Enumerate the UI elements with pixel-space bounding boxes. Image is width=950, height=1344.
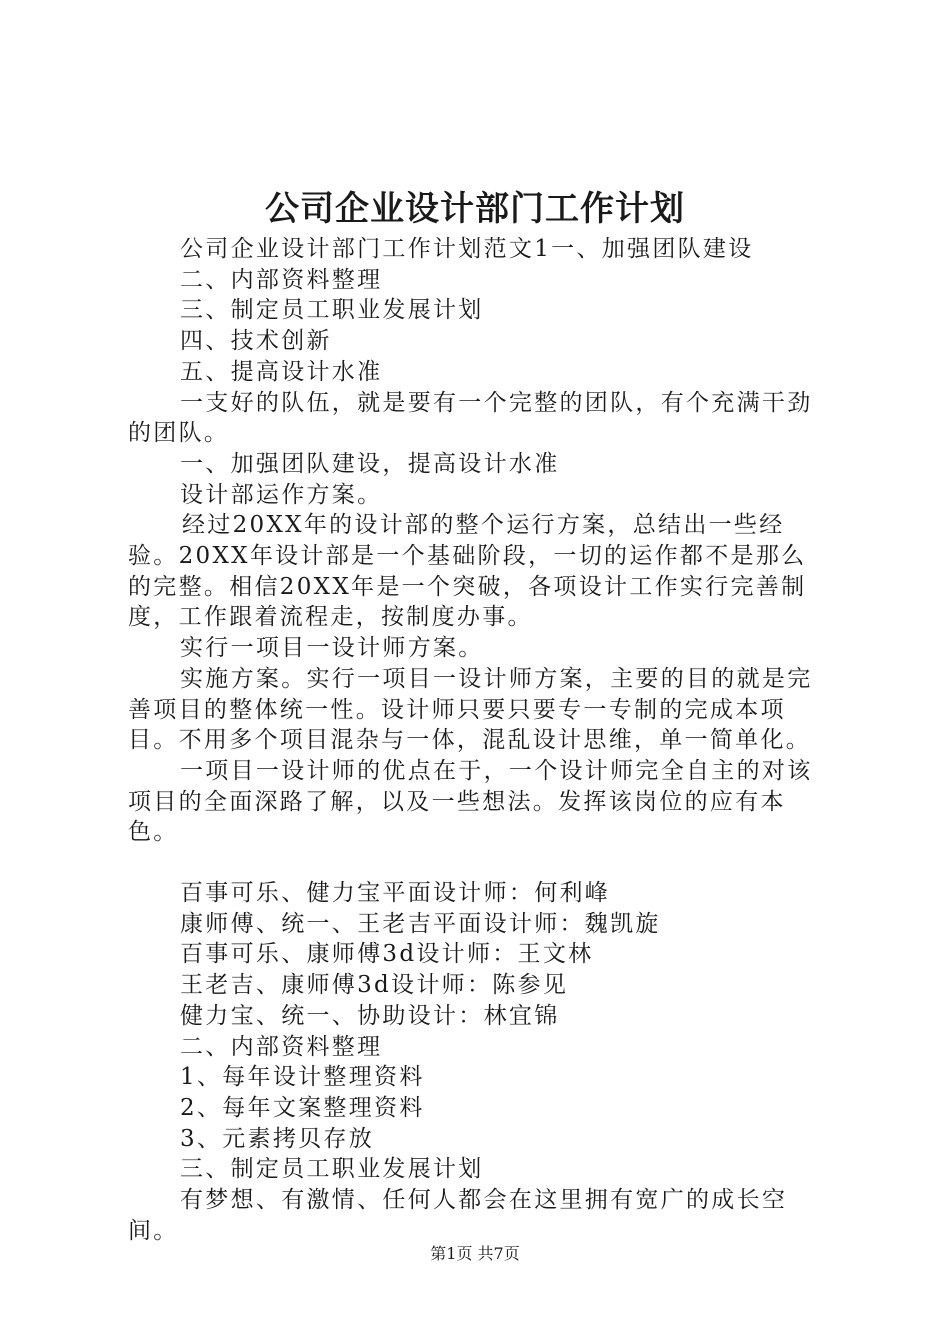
paragraph: 健力宝、统一、协助设计：林宜锦 [180,1002,560,1029]
paragraph: 五、提高设计水准 [180,358,383,385]
paragraph: 3、元素拷贝存放 [180,1125,375,1152]
document-body [128,234,828,1247]
paragraph: 百事可乐、康师傅3d设计师：王文林 [180,941,594,968]
paragraph: 王老吉、康师傅3d设计师：陈参见 [180,972,569,999]
paragraph: 百事可乐、健力宝平面设计师：何利峰 [180,880,611,907]
paragraph: 公司企业设计部门工作计划范文1一、加强团队建设 [180,236,754,262]
document-title: 公司企业设计部门工作计划 [265,189,685,229]
paragraph: 康师傅、统一、王老吉平面设计师：魏凯旋 [180,910,661,937]
paragraph: 一支好的队伍，就是要有一个完整的团队，有个充满干劲的团队。 [128,389,813,447]
page-footer: 第1页 共7页 [430,1244,520,1263]
paragraph: 实行一项目一设计师方案。 [180,635,484,662]
paragraph: 2、每年文案整理资料 [180,1094,425,1121]
paragraph: 三、制定员工职业发展计划 [180,297,484,324]
paragraph: 四、技术创新 [180,328,332,355]
paragraph-spacer [128,848,828,878]
paragraph: 二、内部资料整理 [180,1033,383,1060]
paragraph: 二、内部资料整理 [180,266,383,293]
paragraph: 1、每年设计整理资料 [180,1064,425,1091]
paragraph: 设计部运作方案。 [180,481,383,508]
paragraph: 有梦想、有激情、任何人都会在这里拥有宽广的成长空间。 [128,1187,788,1244]
paragraph: 三、制定员工职业发展计划 [180,1156,484,1183]
paragraph: 一、加强团队建设，提高设计水准 [180,450,560,477]
paragraph: 经过20XX年的设计部的整个运行方案，总结出一些经验。20XX年设计部是一个基础阶段，一切的运作都不是那么的完整。相信20XX年是一个突破，各项设计工作实行完善制度，工作跟着流程走，按制度办事。 [128,512,807,631]
paragraph: 实施方案。实行一项目一设计师方案，主要的目的就是完善项目的整体统一性。设计师只要只要专一专制的完成本项目。不用多个项目混杂与一体，混乱设计思维，单一简单化。 [128,665,813,754]
paragraph: 一项目一设计师的优点在于，一个设计师完全自主的对该项目的全面深路了解，以及一些想法。发挥该岗位的应有本色。 [128,757,813,846]
